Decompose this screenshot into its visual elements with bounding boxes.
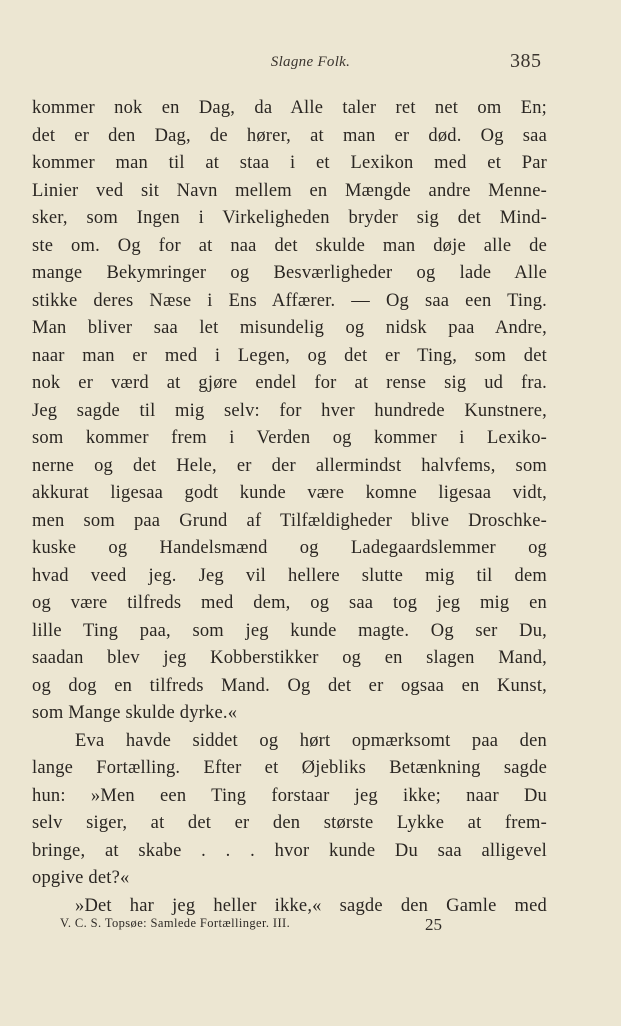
text-line: saadan blev jeg Kobberstikker og en slagen Mand, [32,648,547,668]
text-line: sker, som Ingen i Virkeligheden bryder sig det Mind- [32,208,547,228]
page-number: 385 [510,50,542,72]
sheet-number: 25 [425,915,442,934]
text-line: lille Ting paa, som jeg kunde magte. Og ser Du, [32,620,547,641]
text-line: hvad veed jeg. Jeg vil hellere slutte mig til dem [32,565,547,586]
text-line: men som paa Grund af Tilfældigheder blive Droschke- [32,510,547,531]
text-line: bringe, at skabe . . . hvor kunde Du saa alligevel [32,840,547,861]
text-line: Linier ved sit Navn mellem en Mængde andre Menne- [32,180,547,201]
text-line: nok er værd at gjøre endel for at rense sig ud fra. [32,373,547,393]
text-line: kommer man til at staa i et Lexikon med et Par [32,153,547,173]
text-line: lange Fortælling. Efter et Øjebliks Betænkning sagde [32,758,547,778]
text-line: som kommer frem i Verden og kommer i Lexiko- [32,428,547,448]
text-line: og være tilfreds med dem, og saa tog jeg mig en [32,593,547,613]
text-line: nerne og det Hele, er der allermindst halvfems, som [32,455,547,476]
text-line: mange Bekymringer og Besværligheder og lade Alle [32,263,547,283]
text-line: naar man er med i Legen, og det er Ting, som det [32,345,547,366]
text-line: Man bliver saa let misundelig og nidsk paa Andre, [32,318,547,338]
text-line: som Mange skulde dyrke.« [32,703,238,723]
body-text [32,95,547,920]
text-line: hun: »Men een Ting forstaar jeg ikke; naar Du [32,785,547,806]
text-line: stikke deres Næse i Ens Affærer. — Og saa een Ting. [32,290,547,311]
printer-signature: V. C. S. Topsøe: Samlede Fortællinger. III. [60,916,291,930]
text-line: og dog en tilfreds Mand. Og det er ogsaa en Kunst, [32,675,547,696]
text-line: opgive det?« [32,868,130,888]
text-line: ste om. Og for at naa det skulde man døje alle de [32,235,547,256]
text-line: kommer nok en Dag, da Alle taler ret net om En; [32,98,547,118]
text-line: Eva havde siddet og hørt opmærksomt paa den [75,730,547,751]
text-line: »Det har jeg heller ikke,« sagde den Gamle med [75,895,547,916]
text-line: det er den Dag, de hører, at man er død. Og saa [32,125,547,146]
text-line: selv siger, at det er den største Lykke at frem- [32,813,547,833]
running-title: Slagne Folk. [270,54,351,70]
text-line: Jeg sagde til mig selv: for hver hundrede Kunstnere, [32,400,547,421]
text-line: akkurat ligesaa godt kunde være komne ligesaa vidt, [32,483,547,503]
text-line: kuske og Handelsmænd og Ladegaardslemmer og [32,538,547,558]
